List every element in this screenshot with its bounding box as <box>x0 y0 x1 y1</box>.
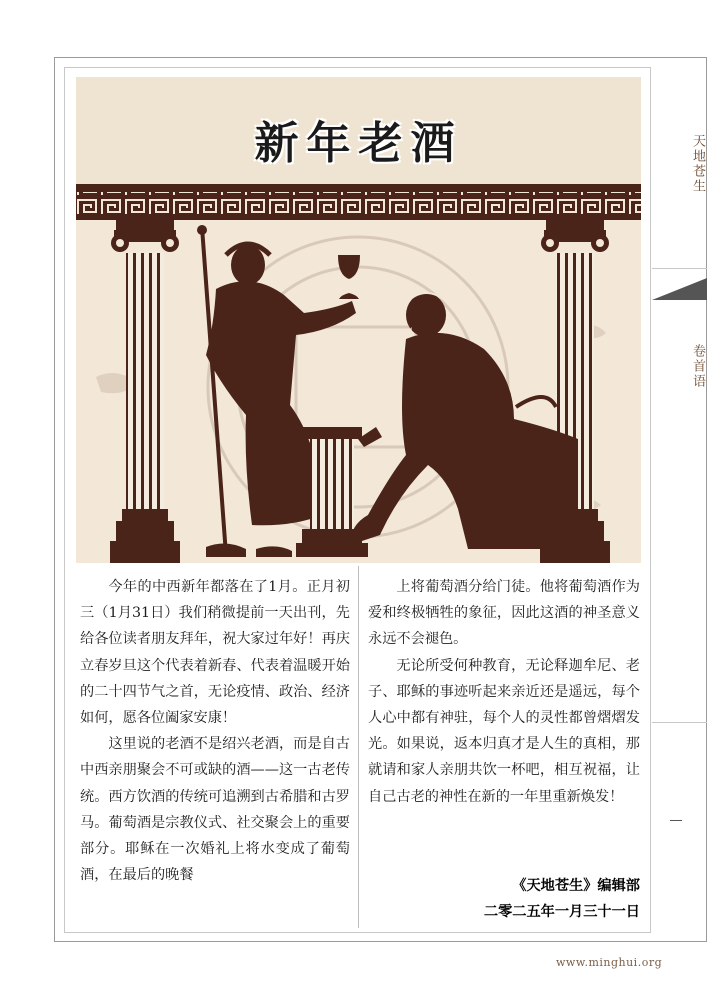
footer-site[interactable]: www.minghui.org <box>556 956 663 969</box>
sidebar-divider <box>652 268 707 269</box>
paragraph: 今年的中西新年都落在了1月。正月初三（1月31日）我们稍微提前一天出刊，先给各位读者朋友拜年，祝大家过年好！再庆立春岁旦这个代表着新春、代表着温暖开始的二十四节气之首，无论疫情、政治、经济如何，愿各位阖家安康！ <box>80 579 350 727</box>
sidebar-tab-juanshouyu[interactable]: 卷首语 <box>690 344 705 389</box>
paragraph: 这里说的老酒不是绍兴老酒，而是自古中西亲朋聚会不可或缺的酒——这一古老传统。西方饮酒的传统可追溯到古希腊和古罗马。葡萄酒是宗教仪式、社交聚会上的重要部分。耶稣在一次婚礼上将水变成了葡萄酒，在最后的晚餐 <box>80 736 350 884</box>
sidebar-dash <box>670 820 682 821</box>
signature: 《天地苍生》编辑部 <box>512 878 640 894</box>
header-illustration <box>76 77 641 563</box>
sidebar-marker-icon <box>652 278 707 300</box>
article-column-left <box>80 574 350 888</box>
paragraph: 无论所受何种教育，无论释迦牟尼、老子、耶稣的事迹听起来亲近还是遥远，每个人心中都有神驻，每个人的灵性都曾熠熠发光。如果说，返本归真才是人生的真相，那就请和家人亲朋共饮一杯吧，相互祝福，让自己古老的神性在新的一年里重新焕发！ <box>368 657 640 805</box>
greek-scene <box>76 77 641 563</box>
article-column-right <box>368 574 640 810</box>
sidebar-tab-tiandi[interactable]: 天地苍生 <box>690 134 705 194</box>
paragraph: 上将葡萄酒分给门徒。他将葡萄酒作为爱和终极牺牲的象征，因此这酒的神圣意义永远不会褪色。 <box>368 579 640 648</box>
publish-date: 二零二五年一月三十一日 <box>483 904 640 920</box>
sidebar-divider <box>652 722 707 723</box>
column-divider <box>358 566 359 928</box>
signature-block <box>368 873 640 925</box>
page-title: 新年老酒 <box>254 118 463 169</box>
